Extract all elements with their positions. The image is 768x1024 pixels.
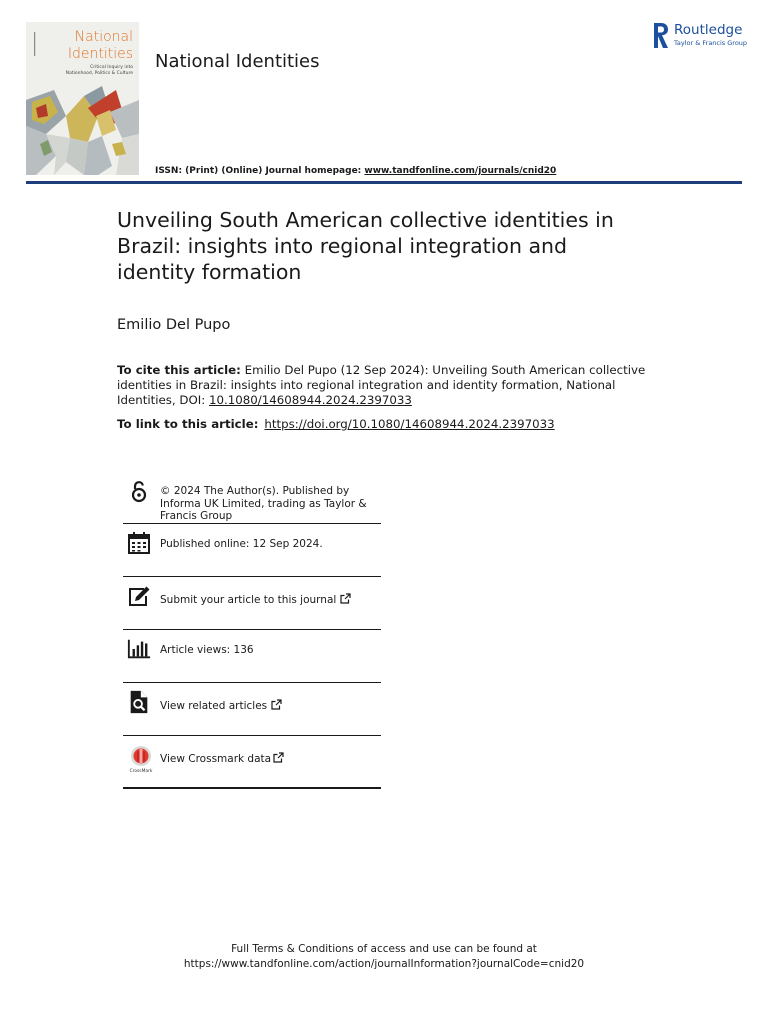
cover-subtitle bbox=[66, 65, 133, 77]
journal-cover-image bbox=[26, 22, 139, 175]
external-link-icon bbox=[271, 699, 282, 710]
publisher-name: Routledge bbox=[674, 22, 743, 38]
cover-spine-text bbox=[32, 30, 38, 60]
footer bbox=[0, 942, 768, 972]
journal-name: National Identities bbox=[155, 51, 320, 72]
submit-article-link[interactable] bbox=[160, 593, 382, 607]
related-articles-link[interactable] bbox=[160, 699, 382, 713]
search-document-icon bbox=[127, 690, 151, 714]
article-link-line bbox=[117, 417, 555, 431]
info-divider-bottom bbox=[123, 787, 381, 789]
footer-terms-link[interactable]: https://www.tandfonline.com/action/journalInformation?journalCode=cnid20 bbox=[183, 958, 585, 970]
header-rule bbox=[26, 181, 742, 184]
cite-text: Emilio Del Pupo (12 Sep 2024): Unveiling South American collective identities in Brazil: insights into regional integration and identity formation, National Identities, DOI: bbox=[117, 363, 646, 407]
crossmark-logo-text: CrossMark bbox=[129, 769, 153, 773]
submit-article-label: Submit your article to this journal bbox=[160, 594, 337, 606]
cover-title-line2: Identities bbox=[67, 46, 133, 62]
cite-label: To cite this article: bbox=[117, 363, 241, 377]
license-text: © 2024 The Author(s). Published by Informa UK Limited, trading as Taylor & Francis Group bbox=[160, 485, 367, 522]
crossmark-row[interactable] bbox=[123, 736, 381, 789]
bar-chart-icon bbox=[127, 637, 151, 661]
calendar-icon bbox=[127, 531, 151, 555]
cite-doi-link[interactable]: 10.1080/14608944.2024.2397033 bbox=[209, 393, 412, 407]
external-link-icon bbox=[273, 752, 284, 763]
journal-homepage-link[interactable]: www.tandfonline.com/journals/cnid20 bbox=[364, 166, 557, 176]
crossmark-data-label: View Crossmark data bbox=[160, 753, 272, 765]
citation-block bbox=[117, 363, 662, 408]
link-label: To link to this article: bbox=[117, 417, 259, 431]
article-title: Unveiling South American collective identities in Brazil: insights into regional integration and identity formation bbox=[117, 208, 614, 284]
open-access-icon bbox=[127, 480, 151, 504]
cover-title bbox=[68, 29, 133, 63]
license-row bbox=[123, 476, 381, 524]
related-row[interactable] bbox=[123, 683, 381, 736]
crossmark-data-link[interactable] bbox=[160, 752, 382, 766]
external-link-icon bbox=[340, 593, 351, 604]
footer-line1: Full Terms & Conditions of access and use can be found at bbox=[231, 943, 537, 955]
article-doi-url[interactable]: https://doi.org/10.1080/14608944.2024.2397033 bbox=[264, 417, 555, 431]
views-row bbox=[123, 630, 381, 683]
article-views-text: Article views: 136 bbox=[160, 644, 254, 656]
edit-icon bbox=[127, 585, 151, 609]
publisher-subname: Taylor & Francis Group bbox=[674, 39, 748, 47]
cover-title-line1: National bbox=[74, 29, 133, 45]
submit-row[interactable] bbox=[123, 577, 381, 630]
cover-map-art bbox=[26, 86, 139, 175]
issn-line bbox=[155, 166, 556, 176]
publisher-logo[interactable] bbox=[652, 22, 748, 50]
cover-subtitle-line1: Critical Inquiry into bbox=[90, 65, 133, 70]
published-date-text: Published online: 12 Sep 2024. bbox=[160, 538, 323, 550]
routledge-logo-icon bbox=[652, 22, 670, 49]
crossmark-logo-icon bbox=[127, 745, 155, 773]
article-author: Emilio Del Pupo bbox=[117, 317, 231, 333]
related-articles-label: View related articles bbox=[160, 700, 268, 712]
issn-text: ISSN: (Print) (Online) Journal homepage: bbox=[155, 166, 365, 176]
published-row bbox=[123, 524, 381, 577]
cover-subtitle-line2: Nationhood, Politics & Culture bbox=[65, 71, 133, 76]
